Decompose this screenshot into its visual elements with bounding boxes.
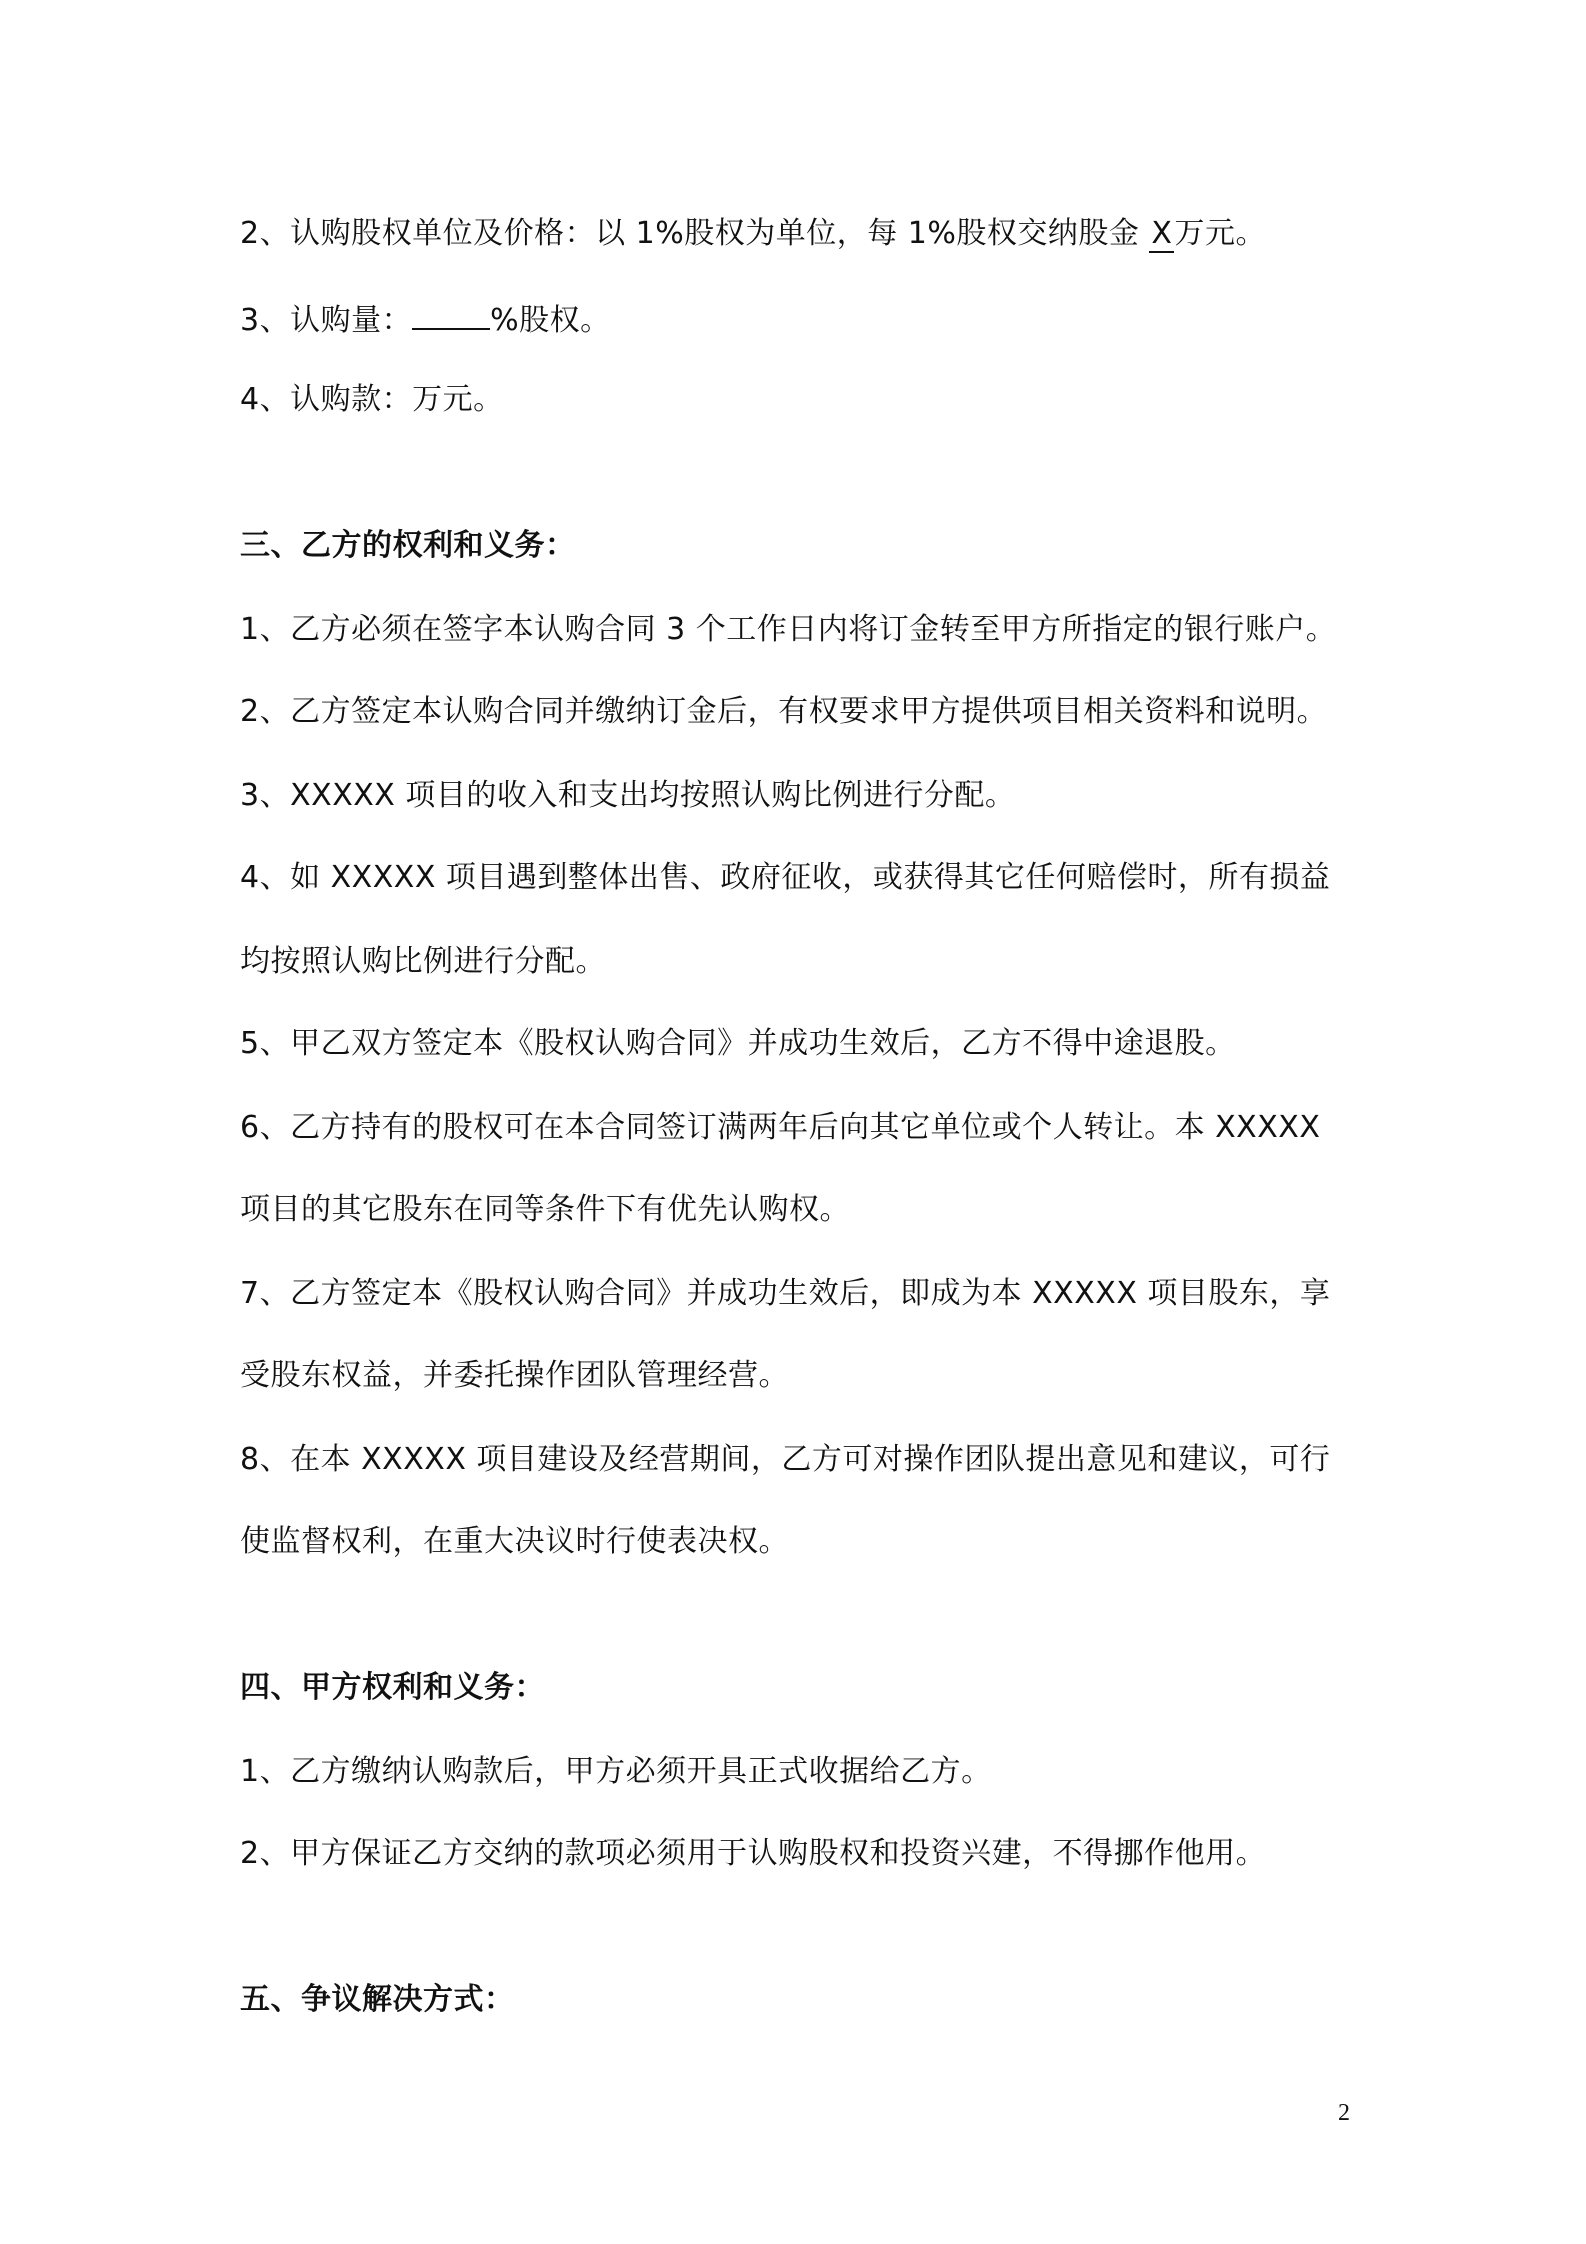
section-3-line: 受股东权益，并委托操作团队管理经营。 [240,1358,789,1393]
section-3-line: 4、如 XXXXX 项目遇到整体出售、政府征收，或获得其它任何赔偿时，所有损益 [240,860,1331,895]
section-5-heading: 五、争议解决方式： [240,1982,515,2017]
section-3-line: 6、乙方持有的股权可在本合同签订满两年后向其它单位或个人转让。本 XXXXX [240,1110,1321,1145]
section-3-line: 均按照认购比例进行分配。 [240,944,606,979]
section-3-line: 项目的其它股东在同等条件下有优先认购权。 [240,1192,850,1227]
section-4-line: 2、甲方保证乙方交纳的款项必须用于认购股权和投资兴建，不得挪作他用。 [240,1836,1267,1871]
clause-3-prefix: 3、认购量： [240,303,413,338]
clause-2-suffix: 万元。 [1174,216,1266,251]
clause-3-quantity [240,298,1370,341]
section-3-line: 2、乙方签定本认购合同并缴纳订金后，有权要求甲方提供项目相关资料和说明。 [240,694,1328,729]
section-3-line: 1、乙方必须在签字本认购合同 3 个工作日内将订金转至甲方所指定的银行账户。 [240,612,1337,647]
section-4-heading: 四、甲方权利和义务： [240,1670,545,1705]
price-value-underlined: X [1151,216,1173,251]
section-3-line: 3、XXXXX 项目的收入和支出均按照认购比例进行分配。 [240,778,1016,813]
section-3-line: 7、乙方签定本《股权认购合同》并成功生效后，即成为本 XXXXX 项目股东，享 [240,1276,1331,1311]
section-3-line: 5、甲乙双方签定本《股权认购合同》并成功生效后，乙方不得中途退股。 [240,1026,1236,1061]
section-4-line: 1、乙方缴纳认购款后，甲方必须开具正式收据给乙方。 [240,1754,992,1789]
page-number: 2 [1338,2100,1350,2126]
clause-2-prefix: 2、认购股权单位及价格：以 1%股权为单位，每 1%股权交纳股金 [240,216,1150,251]
section-3-heading: 三、乙方的权利和义务： [240,528,576,563]
quantity-blank-field [412,298,490,330]
clause-3-suffix: %股权。 [490,303,611,338]
clause-4-payment: 4、认购款：万元。 [240,382,504,417]
section-3-line: 使监督权利，在重大决议时行使表决权。 [240,1524,789,1559]
clause-2-price [240,214,1370,254]
section-3-line: 8、在本 XXXXX 项目建设及经营期间，乙方可对操作团队提出意见和建议，可行 [240,1442,1331,1477]
